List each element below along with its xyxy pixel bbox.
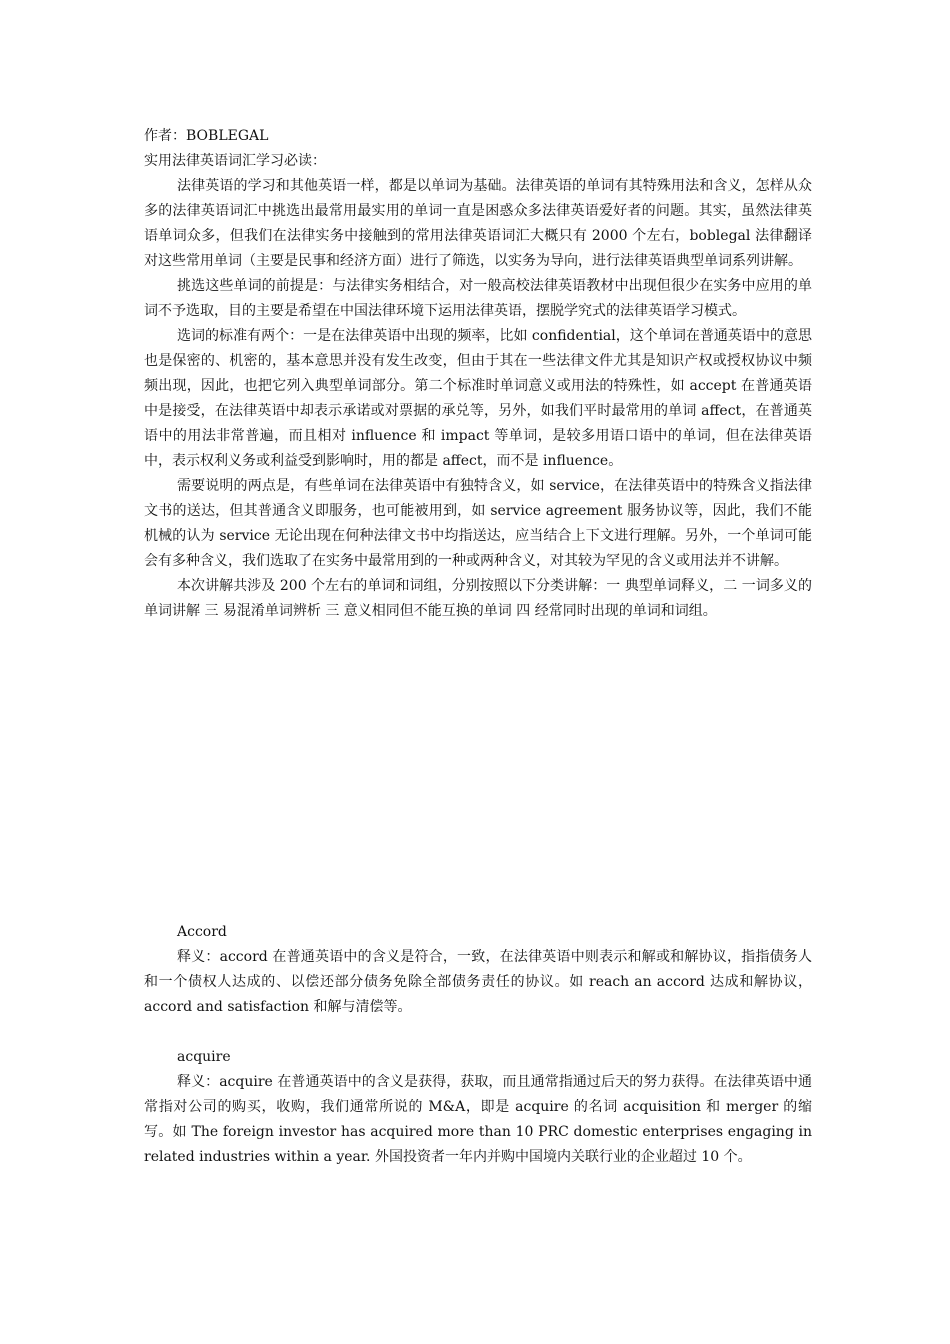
intro-paragraph-1: 法律英语的学习和其他英语一样，都是以单词为基础。法律英语的单词有其特殊用法和含义，怎样从众多的法律英语词汇中挑选出最常用最实用的单词一直是困惑众多法律英语爱好者的问题。其实，虽然法律英语单词众多，但我们在法律实务中接触到的常用法律英语词汇大概只有 2000 个左右，boblegal 法律翻译对这些常用单词（主要是民事和经济方面）进行了筛选，以实务为导向，进行法律英语典型单词系列讲解。 [144, 178, 812, 269]
vocab-definition: 释义：accord 在普通英语中的含义是符合，一致，在法律英语中则表示和解或和解协议，指指债务人和一个债权人达成的、以偿还部分债务免除全部债务责任的协议。如 reach an accord 达成和解协议，accord and satisfaction 和解与清偿等。 [144, 949, 812, 1015]
vocab-entry-acquire [144, 1045, 812, 1170]
vocab-term: Accord [177, 924, 227, 940]
vocab-entry-accord [144, 920, 812, 1020]
author-line: 作者：BOBLEGAL [144, 128, 269, 144]
vocab-term: acquire [177, 1049, 231, 1065]
intro-section [144, 124, 812, 624]
intro-heading: 实用法律英语词汇学习必读： [144, 153, 326, 169]
intro-paragraph-5: 本次讲解共涉及 200 个左右的单词和词组，分别按照以下分类讲解：一 典型单词释义，二 一词多义的单词讲解 三 易混淆单词辨析 三 意义相同但不能互换的单词 四 经常同时出现的单词和词组。 [144, 578, 812, 619]
vocab-definition: 释义：acquire 在普通英语中的含义是获得，获取，而且通常指通过后天的努力获得。在法律英语中通常指对公司的购买，收购，我们通常所说的 M&A，即是 acquire 的名词 acquisition 和 merger 的缩写。如 The foreign investor has acquired more than 10 PRC domestic enterprises engaging in related industries within a year. 外国投资者一年内并购中国境内关联行业的企业超过 10 个。 [144, 1074, 812, 1165]
intro-paragraph-4: 需要说明的两点是，有些单词在法律英语中有独特含义，如 service，在法律英语中的特殊含义指法律文书的送达，但其普通含义即服务，也可能被用到，如 service agreement 服务协议等，因此，我们不能机械的认为 service 无论出现在何种法律文书中均指送达，应当结合上下文进行理解。另外，一个单词可能会有多种含义，我们选取了在实务中最常用到的一种或两种含义，对其较为罕见的含义或用法并不讲解。 [144, 478, 812, 569]
intro-paragraph-3: 选词的标准有两个：一是在法律英语中出现的频率，比如 confidential，这个单词在普通英语中的意思也是保密的、机密的，基本意思并没有发生改变，但由于其在一些法律文件尤其是知识产权或授权协议中频频出现，因此，也把它列入典型单词部分。第二个标准时单词意义或用法的特殊性，如 accept 在普通英语中是接受，在法律英语中却表示承诺或对票据的承兑等，另外，如我们平时最常用的单词 affect，在普通英语中的用法非常普遍，而且相对 influence 和 impact 等单词，是较多用语口语中的单词，但在法律英语中，表示权利义务或利益受到影响时，用的都是 affect，而不是 influence。 [144, 328, 812, 469]
intro-paragraph-2: 挑选这些单词的前提是：与法律实务相结合，对一般高校法律英语教材中出现但很少在实务中应用的单词不予选取，目的主要是希望在中国法律环境下运用法律英语，摆脱学究式的法律英语学习模式。 [144, 278, 812, 319]
